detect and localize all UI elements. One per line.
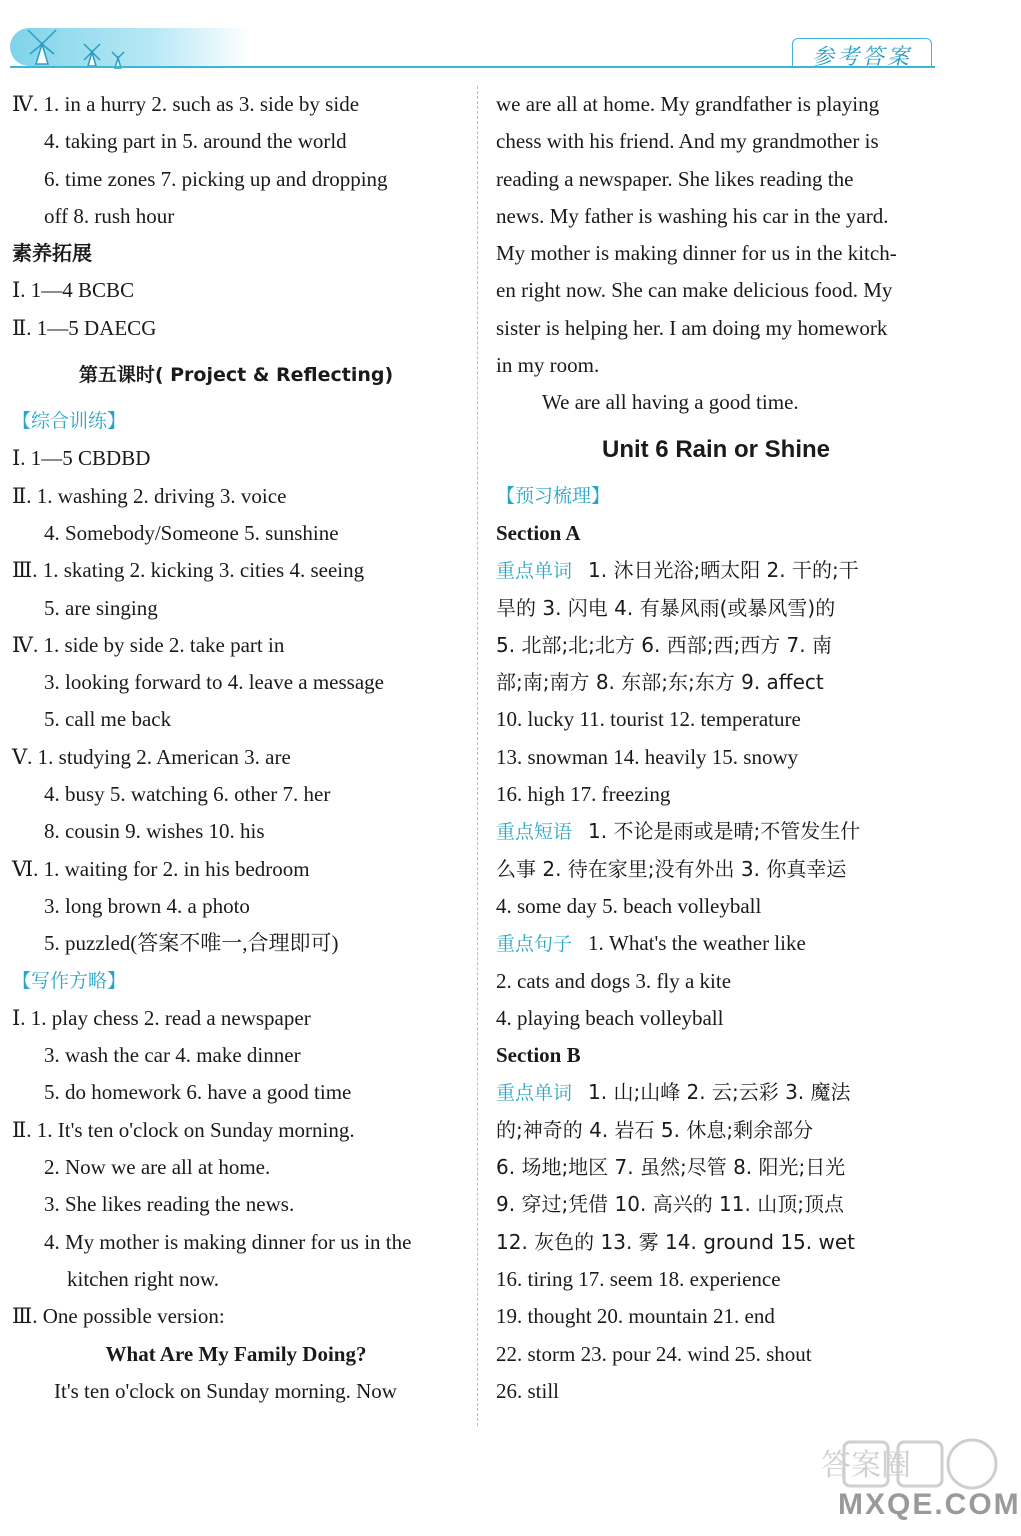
section-tag: 【写作方略】 [12, 969, 127, 992]
answer-line: 4. My mother is making dinner for us in the [44, 1229, 412, 1254]
section-tag: 【综合训练】 [12, 410, 127, 433]
answer-line: 4. taking part in 5. around the world [44, 129, 347, 154]
answer-line: 3. looking forward to 4. leave a message [44, 670, 384, 695]
answer-text: 1. 沐日光浴;晒太阳 2. 干的;干 [588, 558, 859, 583]
answer-line: Ⅲ. One possible version: [12, 1304, 225, 1329]
key-point-label: 重点单词 [496, 560, 573, 583]
answer-line: 2. cats and dogs 3. fly a kite [496, 968, 732, 993]
essay-line: We are all having a good time. [542, 390, 799, 415]
unit-title: Unit 6 Rain or Shine [601, 435, 831, 463]
lesson-title: 第五课时( Project & Reflecting) [78, 364, 394, 387]
answer-line: Ⅲ. 1. skating 2. kicking 3. cities 4. seeing [12, 558, 365, 583]
essay-line: sister is helping her. I am doing my homework [496, 315, 888, 340]
answer-line [496, 925, 936, 962]
answer-line: 5. call me back [44, 707, 172, 732]
page-header [0, 0, 1014, 80]
answer-line [496, 813, 936, 850]
answer-text: 1. 不论是雨或是晴;不管发生什 [588, 819, 861, 844]
answer-text: 1. 山;山峰 2. 云;云彩 3. 魔法 [588, 1080, 851, 1105]
answer-line: Ⅳ. 1. in a hurry 2. such as 3. side by side [12, 92, 360, 116]
answer-line: Ⅵ. 1. waiting for 2. in his bedroom [12, 856, 310, 881]
header-rule [10, 66, 785, 68]
answer-line: 5. 北部;北;北方 6. 西部;西;西方 7. 南 [496, 632, 832, 657]
answer-line: 22. storm 23. pour 24. wind 25. shout [496, 1341, 812, 1366]
answer-line: 5. are singing [44, 595, 158, 620]
answer-line: Ⅳ. 1. side by side 2. take part in [12, 632, 285, 657]
answer-line [496, 552, 936, 589]
answer-line: Ⅱ. 1. It's ten o'clock on Sunday morning. [12, 1117, 355, 1142]
section-heading: Section B [496, 1043, 581, 1068]
key-point-label: 重点单词 [496, 1082, 573, 1105]
answer-line: 13. snowman 14. heavily 15. snowy [496, 744, 799, 769]
answer-line: 2. Now we are all at home. [44, 1155, 271, 1180]
answer-line: 旱的 3. 闪电 4. 有暴风雨(或暴风雪)的 [496, 595, 836, 620]
answer-line: Ⅴ. 1. studying 2. American 3. are [12, 744, 291, 769]
essay-line: we are all at home. My grandfather is playing [496, 92, 880, 116]
answer-line: Ⅱ. 1. washing 2. driving 3. voice [12, 483, 287, 508]
essay-line: It's ten o'clock on Sunday morning. Now [54, 1378, 397, 1403]
answer-line: 16. tiring 17. seem 18. experience [496, 1266, 781, 1291]
answer-line: 8. cousin 9. wishes 10. his [44, 819, 265, 844]
answer-line: 3. She likes reading the news. [44, 1192, 295, 1217]
answer-line: Ⅰ. 1. play chess 2. read a newspaper [12, 1005, 311, 1030]
answer-line: 5. do homework 6. have a good time [44, 1080, 352, 1105]
answer-line: 10. lucky 11. tourist 12. temperature [496, 707, 801, 732]
answer-line: 么事 2. 待在家里;没有外出 3. 你真幸运 [496, 856, 847, 881]
section-tag: 【预习梳理】 [496, 484, 611, 507]
answer-line: 6. 场地;地区 7. 虽然;尽管 8. 阳光;日光 [496, 1155, 846, 1180]
header-title: 参考答案 [812, 45, 913, 70]
answer-line: 12. 灰色的 13. 雾 14. ground 15. wet [496, 1229, 855, 1254]
section-heading: Section A [496, 520, 581, 545]
answer-line: 3. long brown 4. a photo [44, 893, 250, 918]
answer-line: 5. puzzled(答案不唯一,合理即可) [44, 931, 339, 956]
answer-line: kitchen right now. [67, 1266, 220, 1291]
answer-line: 的;神奇的 4. 岩石 5. 休息;剩余部分 [496, 1117, 814, 1142]
answer-line: Ⅰ. 1—5 CBDBD [12, 446, 151, 471]
answer-line: 3. wash the car 4. make dinner [44, 1043, 301, 1068]
answer-line: off 8. rush hour [44, 203, 175, 228]
answer-line: 16. high 17. freezing [496, 782, 671, 807]
section-heading: 素养拓展 [12, 241, 92, 266]
right-column [496, 86, 936, 1410]
watermark-text: MXQE.COM [838, 1488, 1021, 1521]
answer-line: 4. some day 5. beach volleyball [496, 893, 762, 918]
essay-line: in my room. [496, 353, 600, 378]
answer-line: Ⅱ. 1—5 DAECG [12, 315, 157, 340]
essay-title: What Are My Family Doing? [105, 1341, 367, 1366]
answer-line: 6. time zones 7. picking up and dropping [44, 166, 388, 191]
key-point-label: 重点短语 [496, 821, 573, 844]
answer-line: 4. Somebody/Someone 5. sunshine [44, 520, 339, 545]
answer-line: 19. thought 20. mountain 21. end [496, 1304, 775, 1329]
column-divider [477, 86, 478, 1426]
answer-line: 26. still [496, 1378, 560, 1403]
answer-text: 1. What's the weather like [588, 931, 806, 956]
windmill-icon [22, 14, 132, 70]
essay-line: My mother is making dinner for us in the kitch- [496, 241, 897, 266]
essay-line: chess with his friend. And my grandmother is [496, 129, 879, 154]
answer-line: 4. busy 5. watching 6. other 7. her [44, 782, 331, 807]
essay-line: reading a newspaper. She likes reading the [496, 166, 854, 191]
key-point-label: 重点句子 [496, 933, 573, 956]
essay-line: news. My father is washing his car in the yard. [496, 203, 889, 228]
answer-line: 4. playing beach volleyball [496, 1005, 724, 1030]
answer-line [496, 1074, 936, 1111]
answer-line: 9. 穿过;凭借 10. 高兴的 11. 山顶;顶点 [496, 1192, 844, 1217]
watermark-logo-text: 答案圈 [821, 1448, 911, 1483]
essay-line: en right now. She can make delicious food. My [496, 278, 893, 303]
left-column [12, 86, 460, 1410]
answer-line: 部;南;南方 8. 东部;东;东方 9. affect [496, 670, 824, 695]
answer-line: Ⅰ. 1—4 BCBC [12, 278, 135, 303]
